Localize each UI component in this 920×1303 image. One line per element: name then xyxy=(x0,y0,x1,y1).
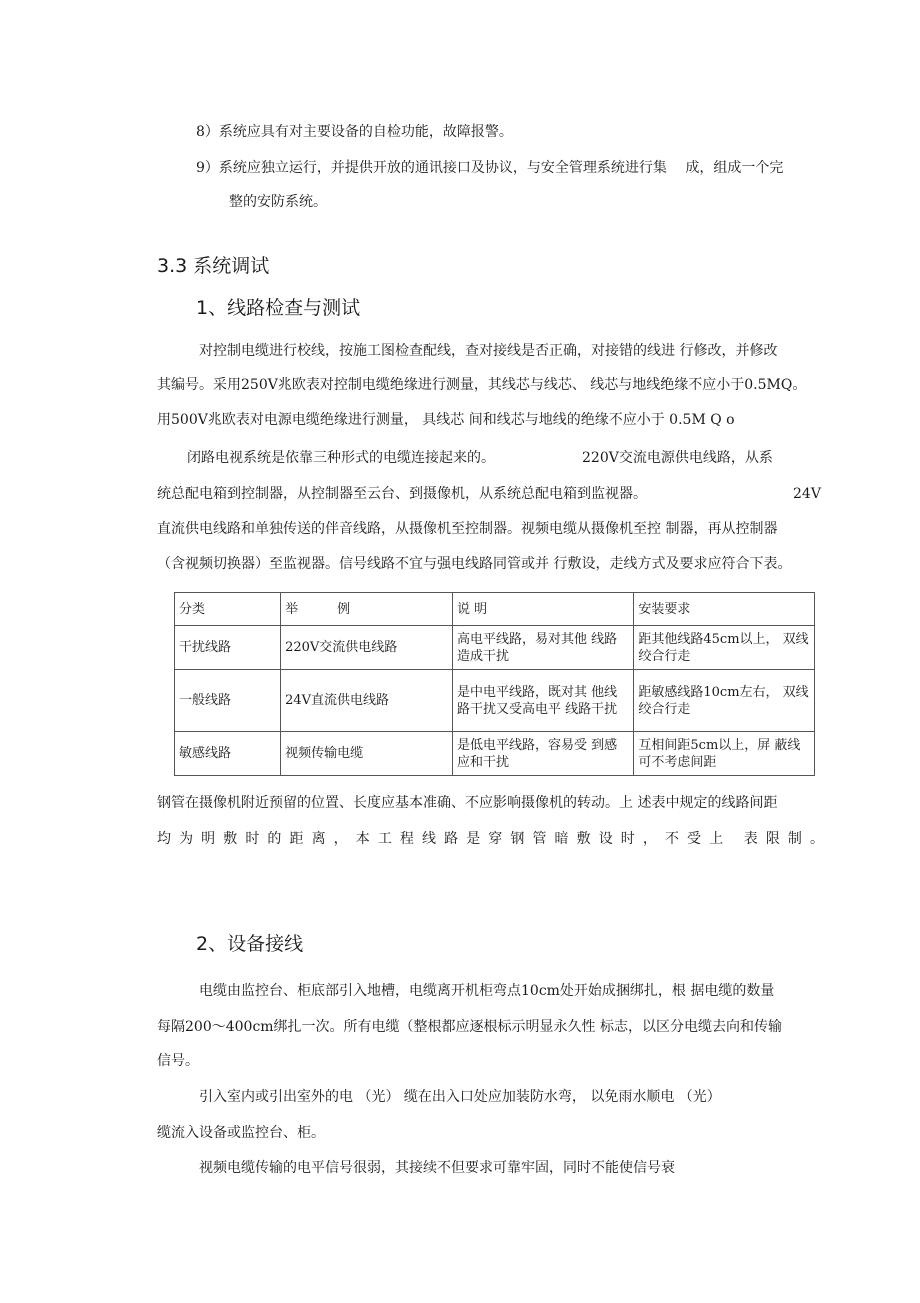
paragraph-line: 直流供电线路和单独传送的伴音线路，从摄像机至控制器。视频电缆从摄像机至控 制器，再从控制器 xyxy=(157,521,778,537)
table-cell: 是中电平线路，既对其 他线路干扰又受高电平 线路干扰 xyxy=(452,670,633,732)
section-title: 系统调试 xyxy=(193,255,270,277)
table-cell: 24V直流供电线路 xyxy=(281,670,453,732)
paragraph-line: 视频电缆传输的电平信号很弱，其接续不但要求可靠牢固，同时不能使信号衰 xyxy=(199,1160,675,1176)
list-item-8: 8）系统应具有对主要设备的自检功能，故障报警。 xyxy=(196,124,513,140)
section-number: 3.3 xyxy=(157,255,188,277)
paragraph-line: 对控制电缆进行校线，按施工图检查配线，查对接线是否正确，对接错的线进 行修改，并修改 xyxy=(199,343,778,359)
subsection-title-1: 1、线路检查与测试 xyxy=(196,297,361,319)
table-cell: 干扰线路 xyxy=(175,626,281,670)
table-cell: 互相间距5cm以上，屏 蔽线可不考虑间距 xyxy=(634,732,815,776)
paragraph-line: （含视频切换器）至监视器。信号线路不宜与强电线路同管或并 行敷设，走线方式及要求应符合下表。 xyxy=(157,556,792,572)
paragraph-line: 24V xyxy=(793,486,821,502)
table-header-cell: 举 例 xyxy=(281,593,453,626)
table-cell: 一般线路 xyxy=(175,670,281,732)
table-cell: 是低电平线路，容易受 到感应和干扰 xyxy=(452,732,633,776)
paragraph-line: 220V交流电源供电线路，从系 xyxy=(582,450,773,466)
list-item-9-continued: 整的安防系统。 xyxy=(229,194,327,210)
table-cell: 220V交流供电线路 xyxy=(281,626,453,670)
table-row xyxy=(175,670,815,732)
paragraph-line: 其编号。采用250V兆欧表对控制电缆绝缘进行测量，其线芯与线芯、 线芯与地线绝缘不应小于0.5MQ。 xyxy=(157,377,807,393)
list-item-9: 9）系统应独立运行，并提供开放的通讯接口及协议，与安全管理系统进行集 成，组成一个完 xyxy=(196,160,784,176)
paragraph-line: 均为明敷时的距离，本工程线路是穿钢管暗敷设时，不受上 表限制。 xyxy=(157,831,824,847)
table-row xyxy=(175,732,815,776)
table-cell: 敏感线路 xyxy=(175,732,281,776)
table-cell: 距敏感线路10cm左右， 双线绞合行走 xyxy=(634,670,815,732)
paragraph-line: 统总配电箱到控制器，从控制器至云台、到摄像机，从系统总配电箱到监视器。 xyxy=(157,486,647,502)
subsection-title-2: 2、设备接线 xyxy=(196,933,304,955)
paragraph-line: 用500V兆欧表对电源电缆绝缘进行测量， 具线芯 间和线芯与地线的绝缘不应小于 0.5M Q o xyxy=(157,412,735,428)
table-header-cell: 说 明 xyxy=(452,593,633,626)
table-header-cell: 安装要求 xyxy=(634,593,815,626)
table-header-row xyxy=(175,593,815,626)
paragraph-line: 闭路电视系统是依靠三种形式的电缆连接起来的。 xyxy=(187,450,495,466)
table-cell: 距其他线路45cm以上， 双线绞合行走 xyxy=(634,626,815,670)
table-row xyxy=(175,626,815,670)
table-cell: 高电平线路，易对其他 线路造成干扰 xyxy=(452,626,633,670)
wiring-requirements-table xyxy=(174,592,815,776)
section-heading xyxy=(157,254,269,278)
paragraph-line: 信号。 xyxy=(157,1053,199,1069)
table-cell: 视频传输电缆 xyxy=(281,732,453,776)
table-header-cell: 分类 xyxy=(175,593,281,626)
paragraph-line: 缆流入设备或监控台、柜。 xyxy=(157,1125,325,1141)
paragraph-line: 电缆由监控台、柜底部引入地槽，电缆离开机柜弯点10cm处开始成捆绑扎，根 据电缆的数量 xyxy=(199,983,775,999)
paragraph-line: 每隔200～400cm绑扎一次。所有电缆（整根都应逐根标示明显永久性 标志，以区分电缆去向和传输 xyxy=(157,1019,783,1035)
paragraph-line: 引入室内或引出室外的电 （光） 缆在出入口处应加装防水弯， 以免雨水顺电 （光） xyxy=(199,1089,721,1105)
paragraph-line: 钢管在摄像机附近预留的位置、长度应基本准确、不应影响摄像机的转动。上 述表中规定的线路间距 xyxy=(157,795,778,811)
